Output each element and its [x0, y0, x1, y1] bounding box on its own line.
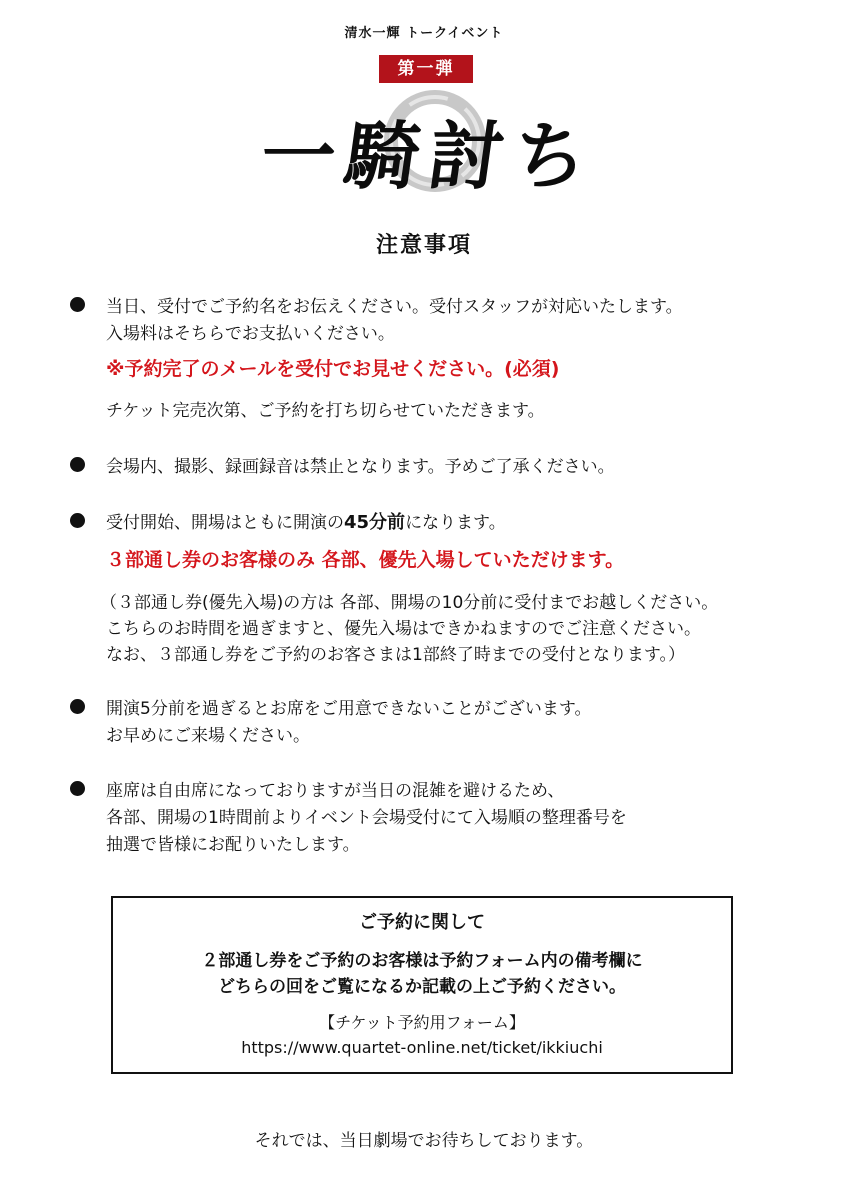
notice-line: 抽選で皆様にお配りいたします。: [106, 835, 360, 855]
bullet-icon: [70, 699, 85, 714]
ticket-form-link[interactable]: https://www.quartet-online.net/ticket/ikkiuchi: [241, 1038, 603, 1057]
reservation-info-box: [111, 896, 733, 1074]
notice-section-seating: [70, 776, 810, 861]
notice-note: こちらのお時間を過ぎますと、優先入場はできかねますのでご注意ください。: [106, 619, 701, 639]
event-subtitle: 清水一輝 トークイベント: [344, 26, 504, 41]
notice-highlight: ３部通し券のお客様のみ 各部、優先入場していただけます。: [106, 549, 625, 571]
notice-line: 開演5分前を過ぎるとお席をご用意できないことがございます。: [106, 699, 592, 719]
notice-line: 当日、受付でご予約名をお伝えください。受付スタッフが対応いたします。: [106, 297, 683, 317]
bullet-icon: [70, 297, 85, 312]
form-label: 【チケット予約用フォーム】: [319, 1013, 525, 1032]
notice-line: 会場内、撮影、録画録音は禁止となります。予めご了承ください。: [106, 457, 615, 477]
notice-note: なお、３部通し券をご予約のお客さまは1部終了時までの受付となります。）: [106, 645, 685, 665]
notice-section-late: [70, 694, 810, 754]
box-instruction: どちらの回をご覧になるか記載の上ご予約ください。: [218, 977, 626, 997]
notice-line: 入場料はそちらでお支払いください。: [106, 324, 395, 344]
bullet-icon: [70, 781, 85, 796]
seal-badge: 第一弾: [379, 55, 473, 83]
notice-highlight: ※予約完了のメールを受付でお見せください。(必須): [106, 358, 560, 380]
page-title: 注意事項: [375, 233, 472, 258]
notice-line: チケット完売次第、ご予約を打ち切らせていただきます。: [106, 401, 545, 421]
notice-line: お早めにご来場ください。: [106, 726, 310, 746]
notice-tail: になります。: [405, 513, 506, 533]
box-instruction: ２部通し券をご予約のお客様は予約フォーム内の備考欄に: [201, 951, 643, 971]
notice-line: 各部、開場の1時間前よりイベント会場受付にて入場順の整理番号を: [106, 808, 627, 828]
event-logo: [230, 80, 630, 210]
notice-section-entry: [70, 508, 810, 665]
logo-title: 一騎討ち: [255, 114, 604, 200]
closing-message: それでは、当日劇場でお待ちしております。: [254, 1131, 594, 1151]
notice-section-recording: [70, 452, 810, 482]
notice-line: [106, 508, 506, 534]
notice-note: （３部通し券(優先入場)の方は 各部、開場の10分前に受付までお越しください。: [100, 593, 719, 613]
bullet-icon: [70, 457, 85, 472]
box-heading: ご予約に関して: [359, 912, 485, 933]
notice-lead: 受付開始、開場はともに開演の: [106, 513, 344, 533]
notice-section-reception: [70, 292, 810, 422]
notice-line: 座席は自由席になっておりますが当日の混雑を避けるため、: [106, 781, 565, 801]
notice-bold: 45分前: [344, 512, 406, 533]
bullet-icon: [70, 513, 85, 528]
